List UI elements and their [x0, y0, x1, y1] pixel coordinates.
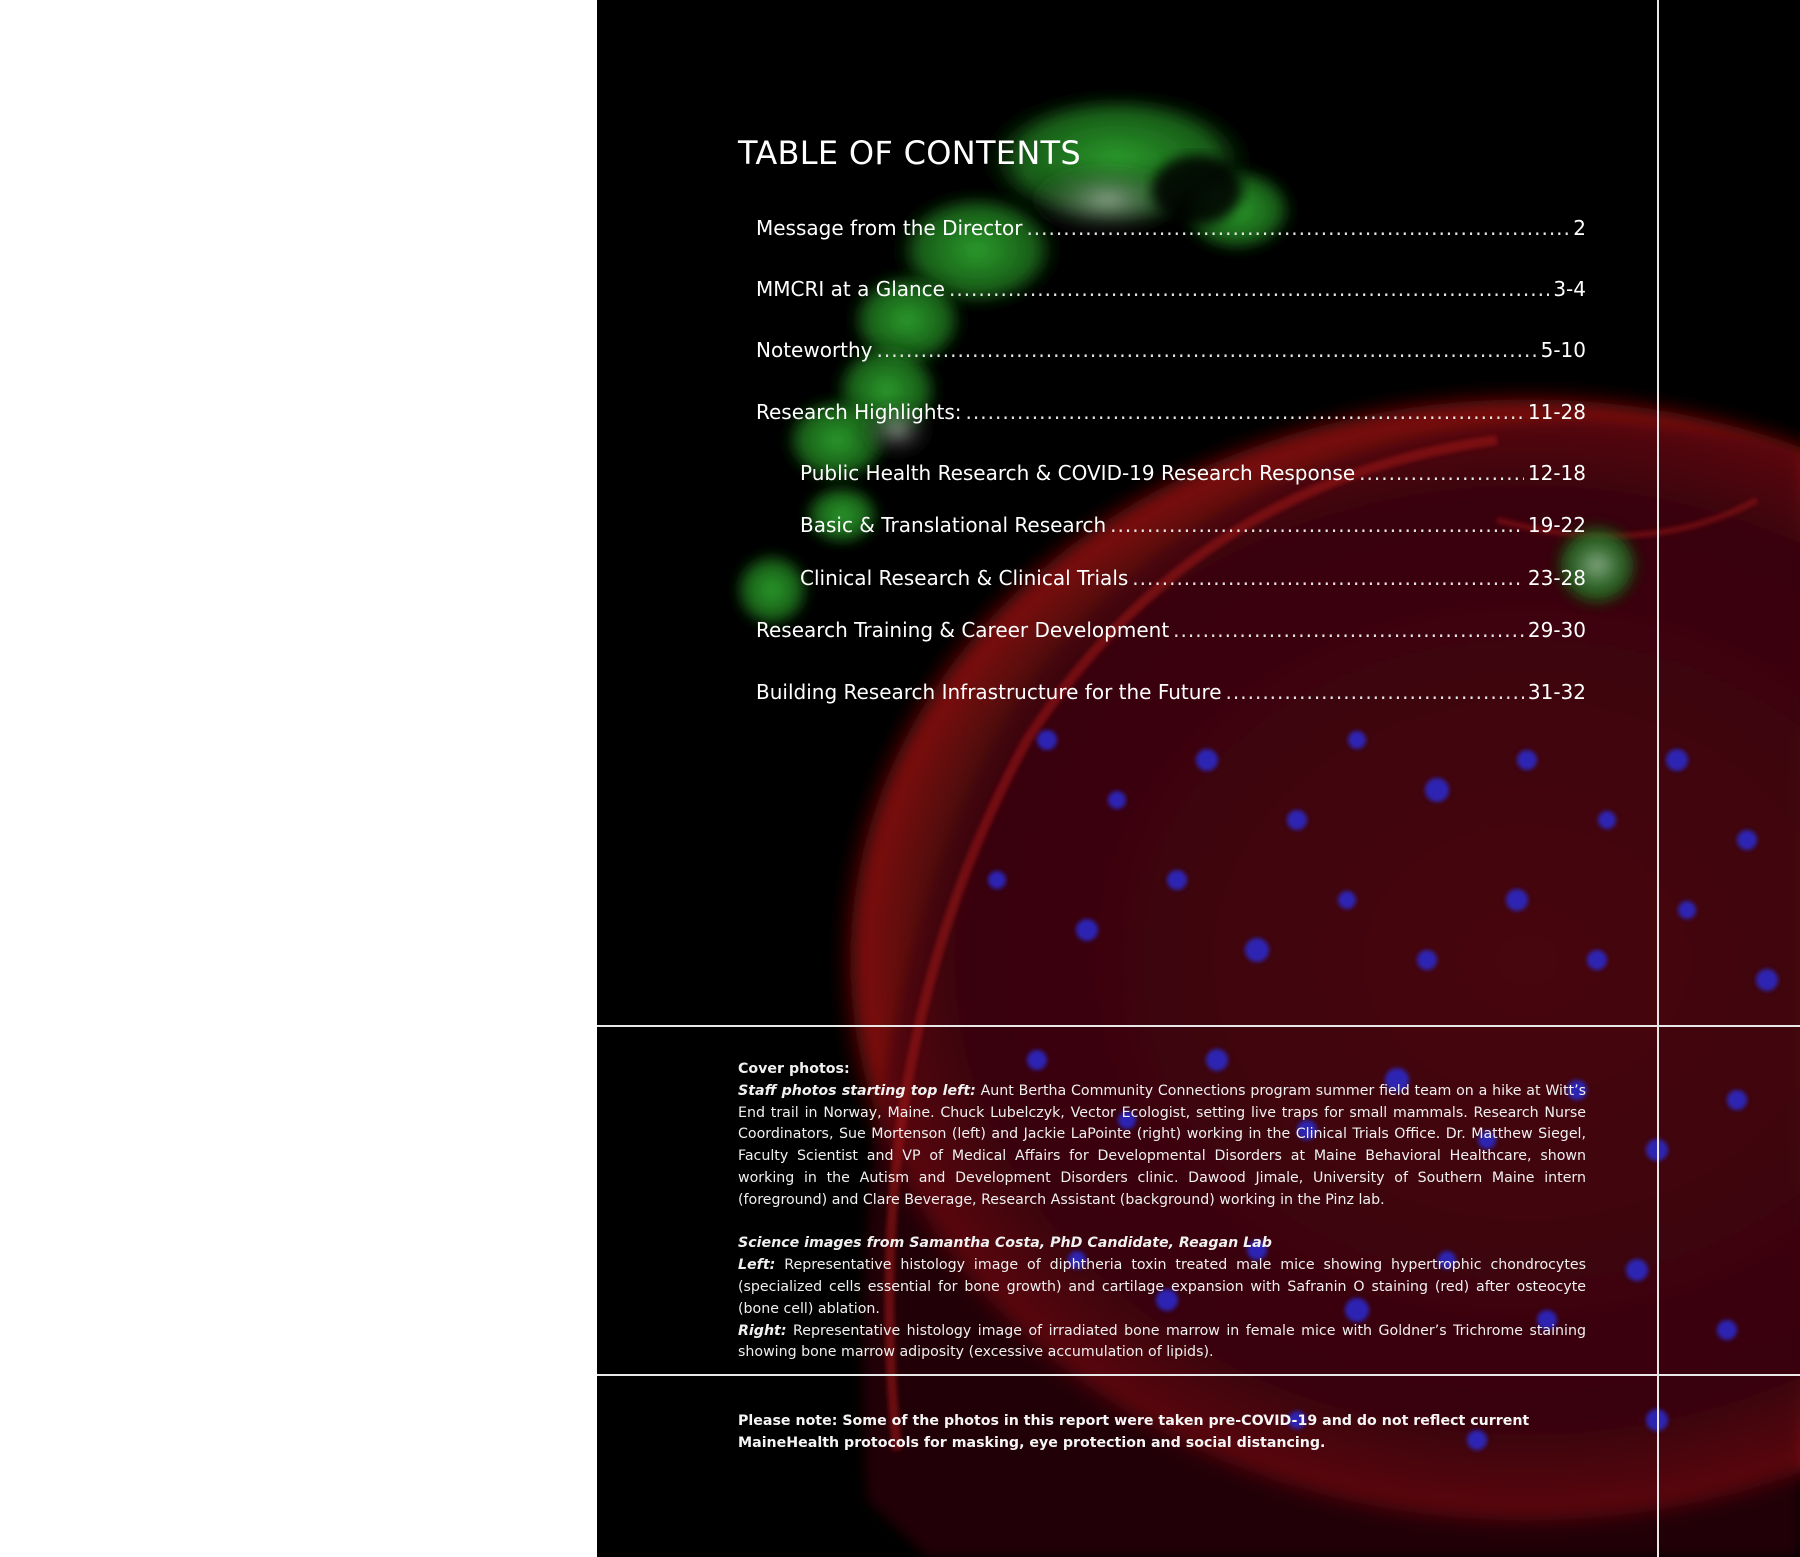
note-text: Some of the photos in this report were taken pre-COVID-19 and do not reflect current MaineHealth protocols for masking, eye protection and social distancing. [738, 1413, 1530, 1451]
toc-leader-dots [1110, 513, 1524, 537]
cover-photos-heading: Cover photos: [738, 1061, 850, 1077]
covid-note [738, 1410, 1588, 1454]
divider-bottom [597, 1374, 1800, 1376]
toc-entry-label: Research Training & Career Development [756, 618, 1170, 642]
toc-entry-pages: 5-10 [1540, 338, 1586, 362]
toc-leader-dots [1359, 461, 1524, 485]
divider-top [597, 1025, 1800, 1027]
toc-entry-label: MMCRI at a Glance [756, 277, 945, 301]
toc-leader-dots [1132, 566, 1524, 590]
toc-entry-label: Research Highlights: [756, 400, 962, 424]
right-image-text: Representative histology image of irradiated bone marrow in female mice with Goldner’s Trichrome staining showing bone marrow adiposity (excessive accumulation of lipids). [738, 1322, 1586, 1361]
staff-photos-text: Aunt Bertha Community Connections program summer field team on a hike at Witt’s End trail in Norway, Maine. Chuck Lubelczyk, Vector Ecologist, setting live traps for small mammals. Research Nurse Coordinators, Sue Mortenson (left) and Jackie LaPointe (right) working in the Clinical Trials Office. Dr. Matthew Siegel, Faculty Scientist and VP of Medical Affairs for Developmental Disorders at Maine Behavioral Healthcare, shown working in the Autism and Development Disorders clinic. Dawood Jimale, University of Southern Maine intern (foreground) and Clare Beverage, Research Assistant (background) working in the Pinz lab. [738, 1082, 1587, 1208]
toc-leader-dots [1026, 216, 1569, 240]
left-image-text: Representative histology image of diphtheria toxin treated male mice showing hypertrophic chondrocytes (specialized cells essential for bone growth) and cartilage expansion with Safranin O staining (red) after osteocyte (bone cell) ablation. [738, 1257, 1587, 1317]
toc-entry[interactable] [756, 680, 1586, 704]
toc-entry[interactable] [756, 400, 1586, 424]
toc-subentry[interactable] [800, 513, 1586, 537]
toc-entry[interactable] [756, 338, 1586, 362]
toc-entry-label: Clinical Research & Clinical Trials [800, 566, 1129, 590]
toc-entry-pages: 3-4 [1553, 277, 1586, 301]
toc-entry-pages: 12-18 [1527, 461, 1586, 485]
toc-entry-pages: 31-32 [1527, 680, 1586, 704]
toc-entry-label: Building Research Infrastructure for the Future [756, 680, 1222, 704]
toc-entry-pages: 29-30 [1527, 618, 1586, 642]
toc-leader-dots [877, 338, 1537, 362]
toc-entry-label: Public Health Research & COVID-19 Research Response [800, 461, 1356, 485]
staff-photos-label: Staff photos starting top left: [738, 1082, 976, 1099]
toc-entry[interactable] [756, 216, 1586, 240]
toc-entry[interactable] [756, 277, 1586, 301]
note-label: Please note: [738, 1413, 838, 1429]
science-images-heading: Science images from Samantha Costa, PhD Candidate, Reagan Lab [738, 1235, 1272, 1252]
cover-photos-caption [738, 1059, 1586, 1364]
right-image-label: Right: [738, 1322, 787, 1339]
report-page [597, 0, 1800, 1557]
toc-leader-dots [949, 277, 1549, 301]
toc-entry-pages: 2 [1573, 216, 1586, 240]
toc-entry-label: Noteworthy [756, 338, 873, 362]
left-image-label: Left: [738, 1257, 776, 1274]
divider-vertical [1657, 0, 1659, 1557]
toc-entry-pages: 19-22 [1527, 513, 1586, 537]
toc-subentry[interactable] [800, 461, 1586, 485]
toc-leader-dots [966, 400, 1524, 424]
toc-entry-pages: 23-28 [1527, 566, 1586, 590]
toc-entry-pages: 11-28 [1527, 400, 1586, 424]
toc-title: TABLE OF CONTENTS [738, 134, 1082, 172]
toc-subentry[interactable] [800, 566, 1586, 590]
toc-entry-label: Message from the Director [756, 216, 1023, 240]
toc-leader-dots [1226, 680, 1524, 704]
toc-entry-label: Basic & Translational Research [800, 513, 1107, 537]
toc-entry[interactable] [756, 618, 1586, 642]
toc-leader-dots [1173, 618, 1524, 642]
